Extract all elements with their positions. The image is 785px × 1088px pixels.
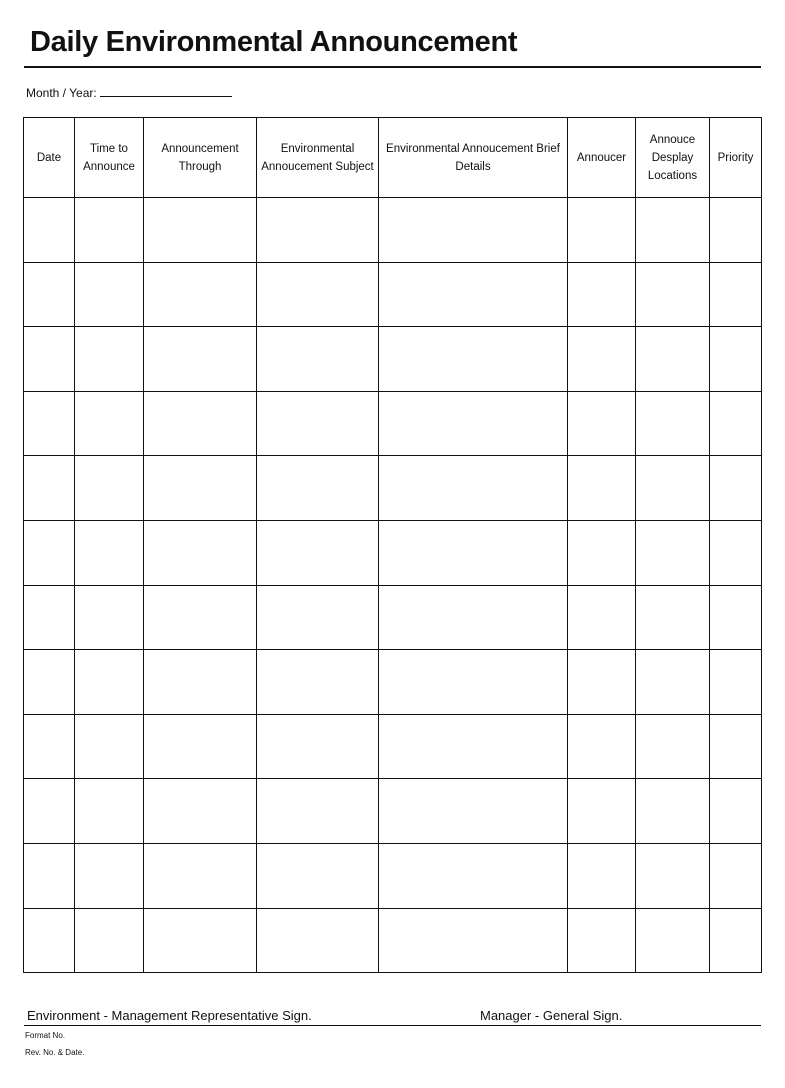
table-cell[interactable] — [75, 456, 144, 521]
table-cell[interactable] — [75, 198, 144, 263]
table-header-row — [24, 118, 762, 198]
table-row — [24, 262, 762, 327]
table-cell[interactable] — [636, 714, 710, 779]
table-cell[interactable] — [710, 391, 762, 456]
table-cell[interactable] — [379, 908, 568, 973]
table-cell[interactable] — [710, 843, 762, 908]
table-cell[interactable] — [636, 843, 710, 908]
table-cell[interactable] — [257, 779, 379, 844]
table-cell[interactable] — [75, 391, 144, 456]
table-cell[interactable] — [75, 650, 144, 715]
table-cell[interactable] — [75, 908, 144, 973]
table-cell[interactable] — [75, 779, 144, 844]
table-cell[interactable] — [568, 779, 636, 844]
table-cell[interactable] — [710, 198, 762, 263]
month-year-field — [26, 86, 232, 100]
table-cell[interactable] — [257, 198, 379, 263]
table-cell[interactable] — [568, 262, 636, 327]
table-cell[interactable] — [24, 714, 75, 779]
table-cell[interactable] — [710, 520, 762, 585]
table-cell[interactable] — [144, 198, 257, 263]
table-cell[interactable] — [568, 456, 636, 521]
table-cell[interactable] — [75, 262, 144, 327]
column-header-priority: Priority — [710, 118, 762, 198]
table-cell[interactable] — [144, 908, 257, 973]
table-row — [24, 391, 762, 456]
table-cell[interactable] — [568, 198, 636, 263]
table-row — [24, 520, 762, 585]
month-year-label: Month / Year: — [26, 86, 97, 100]
column-header-subject: Environmental Annoucement Subject — [257, 118, 379, 198]
table-row — [24, 327, 762, 392]
table-cell[interactable] — [257, 843, 379, 908]
table-cell[interactable] — [379, 779, 568, 844]
mr-signature-label: Environment - Management Representative Sign. — [27, 1008, 312, 1023]
table-cell[interactable] — [75, 585, 144, 650]
table-cell[interactable] — [710, 262, 762, 327]
table-cell[interactable] — [568, 520, 636, 585]
table-cell[interactable] — [379, 456, 568, 521]
table-cell[interactable] — [710, 714, 762, 779]
table-cell[interactable] — [379, 650, 568, 715]
table-cell[interactable] — [710, 779, 762, 844]
column-header-display-locations: Annouce Desplay Locations — [636, 118, 710, 198]
table-cell[interactable] — [379, 843, 568, 908]
table-cell[interactable] — [257, 456, 379, 521]
table-cell[interactable] — [24, 585, 75, 650]
table-cell[interactable] — [24, 843, 75, 908]
table-cell[interactable] — [636, 391, 710, 456]
table-cell[interactable] — [636, 520, 710, 585]
table-cell[interactable] — [257, 262, 379, 327]
title-underline — [24, 66, 761, 68]
table-cell[interactable] — [24, 456, 75, 521]
table-cell[interactable] — [257, 520, 379, 585]
month-year-blank-line[interactable] — [100, 86, 232, 97]
table-cell[interactable] — [24, 262, 75, 327]
table-cell[interactable] — [636, 585, 710, 650]
table-cell[interactable] — [710, 456, 762, 521]
manager-signature-label: Manager - General Sign. — [480, 1008, 623, 1023]
table-cell[interactable] — [636, 262, 710, 327]
table-cell[interactable] — [710, 585, 762, 650]
table-cell[interactable] — [144, 262, 257, 327]
table-cell[interactable] — [710, 650, 762, 715]
table-cell[interactable] — [568, 585, 636, 650]
table-cell[interactable] — [24, 198, 75, 263]
table-cell[interactable] — [568, 327, 636, 392]
table-row — [24, 585, 762, 650]
table-cell[interactable] — [636, 198, 710, 263]
column-header-announcement-through: Announcement Through — [144, 118, 257, 198]
table-cell[interactable] — [379, 262, 568, 327]
table-cell[interactable] — [568, 843, 636, 908]
table-cell[interactable] — [257, 391, 379, 456]
table-cell[interactable] — [710, 908, 762, 973]
announcement-table — [23, 117, 762, 973]
format-number-label: Format No. — [25, 1031, 66, 1040]
table-cell[interactable] — [75, 843, 144, 908]
table-cell[interactable] — [144, 391, 257, 456]
table-cell[interactable] — [568, 908, 636, 973]
table-cell[interactable] — [379, 327, 568, 392]
table-cell[interactable] — [257, 908, 379, 973]
table-cell[interactable] — [636, 779, 710, 844]
column-header-time-to-announce: Time to Announce — [75, 118, 144, 198]
table-cell[interactable] — [568, 650, 636, 715]
table-cell[interactable] — [75, 714, 144, 779]
table-cell[interactable] — [636, 456, 710, 521]
table-cell[interactable] — [379, 714, 568, 779]
table-cell[interactable] — [144, 585, 257, 650]
table-cell[interactable] — [24, 908, 75, 973]
table-cell[interactable] — [75, 520, 144, 585]
table-cell[interactable] — [710, 327, 762, 392]
table-cell[interactable] — [379, 520, 568, 585]
table-cell[interactable] — [568, 391, 636, 456]
revision-number-label: Rev. No. & Date. — [25, 1048, 85, 1057]
table-cell[interactable] — [636, 327, 710, 392]
table-cell[interactable] — [379, 391, 568, 456]
table-row — [24, 650, 762, 715]
table-cell[interactable] — [144, 714, 257, 779]
table-cell[interactable] — [144, 843, 257, 908]
table-cell[interactable] — [24, 779, 75, 844]
table-cell[interactable] — [24, 327, 75, 392]
table-row — [24, 843, 762, 908]
table-cell[interactable] — [257, 327, 379, 392]
table-cell[interactable] — [379, 198, 568, 263]
page-title: Daily Environmental Announcement — [30, 26, 518, 58]
table-cell[interactable] — [568, 714, 636, 779]
table-cell[interactable] — [257, 585, 379, 650]
table-cell[interactable] — [144, 327, 257, 392]
table-cell[interactable] — [636, 650, 710, 715]
column-header-announcer: Annoucer — [568, 118, 636, 198]
table-body — [24, 198, 762, 973]
column-header-date: Date — [24, 118, 75, 198]
table-cell[interactable] — [257, 714, 379, 779]
table-row — [24, 456, 762, 521]
table-cell[interactable] — [257, 650, 379, 715]
table-row — [24, 908, 762, 973]
table-row — [24, 714, 762, 779]
column-header-brief-details: Environmental Annoucement Brief Details — [379, 118, 568, 198]
table-cell[interactable] — [144, 779, 257, 844]
table-cell[interactable] — [144, 650, 257, 715]
footer-divider — [24, 1025, 761, 1026]
table-cell[interactable] — [144, 456, 257, 521]
table-row — [24, 779, 762, 844]
table-cell[interactable] — [636, 908, 710, 973]
table-cell[interactable] — [144, 520, 257, 585]
table-cell[interactable] — [24, 520, 75, 585]
table-cell[interactable] — [24, 391, 75, 456]
table-cell[interactable] — [24, 650, 75, 715]
table-cell[interactable] — [379, 585, 568, 650]
table-cell[interactable] — [75, 327, 144, 392]
table-row — [24, 198, 762, 263]
